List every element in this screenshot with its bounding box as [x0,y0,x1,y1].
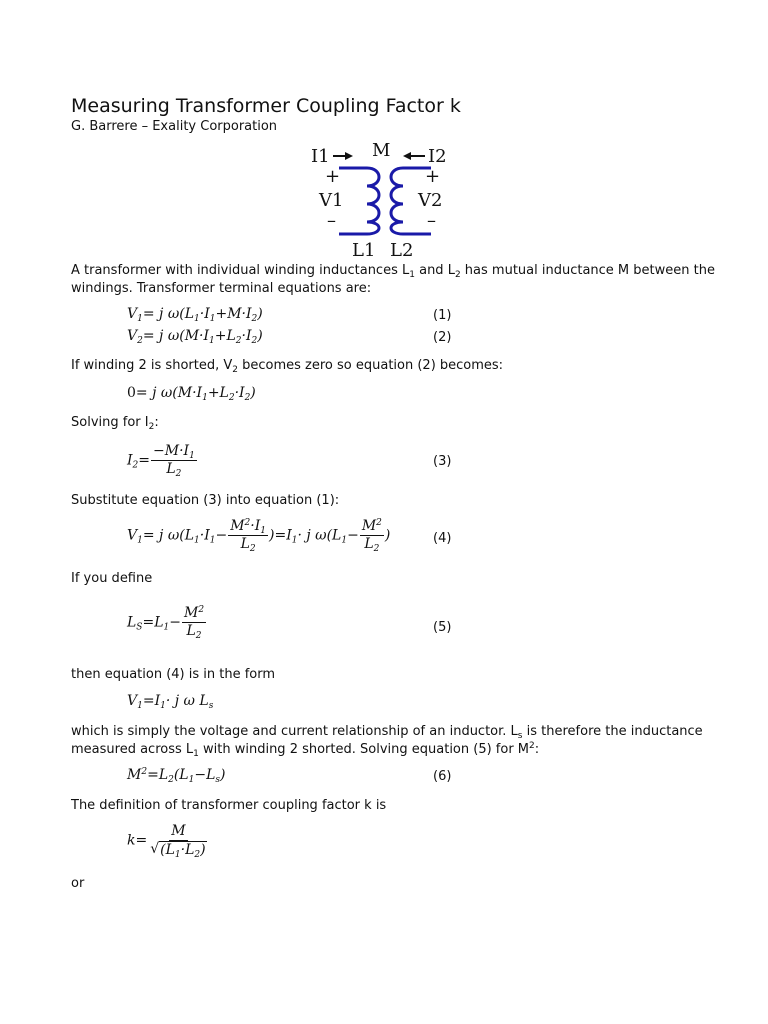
paragraph-shorted [71,357,503,375]
transformer-diagram [305,138,465,260]
equation-coupling-factor: k= M √ $(L_1\cdot L_2)$ [127,823,206,860]
page-title: Measuring Transformer Coupling Factor k [71,95,461,117]
i1-label: I1 [311,146,330,167]
intro-text-b: and L [414,263,455,278]
author-line: G. Barrere – Exality Corporation [71,119,278,134]
plus-right: + [425,166,441,187]
paragraph-solving-i2 [71,414,159,432]
v1-label: V1 [319,190,344,211]
sub-1b: 1 [193,749,199,759]
paragraph-define: If you define [71,571,153,586]
minus-right: – [427,210,436,231]
sub-1: 1 [409,270,415,280]
inductor-text-e: : [534,742,540,757]
shorted-text-b: becomes zero so equation (2) becomes: [237,358,504,373]
inductor-text-d: with winding 2 shorted. Solving equation (5) for M [198,742,530,757]
primary-winding [339,168,379,234]
equation-2: $V_2= j$ $\omega(M\cdot I_1+L_2\cdot I_2)$ [127,328,263,346]
paragraph-intro [71,262,715,280]
equation-shorted: 0= j $\omega(M\cdot I_1+L_2\cdot I_2)$ [127,385,256,403]
paragraph-inductor-line2 [71,741,539,759]
intro-text-c: has mutual inductance M between the [460,263,715,278]
i2-label: I2 [428,146,447,167]
l2-label: L2 [390,240,414,260]
equation-1: $V_1= j$ $\omega(L_1\cdot I_1+M\cdot I_2)$ [127,306,263,324]
sub-2c: 2 [148,422,155,432]
sub-2b: 2 [232,365,238,375]
equation-5: $L_S=L_1-$ $\frac{M^2}{L_2}$ [127,605,205,641]
paragraph-definition: The definition of transformer coupling factor k is [71,798,387,813]
inductor-text-b: is therefore the inductance [522,724,703,739]
equation-number-5: (5) [433,620,452,635]
intro-text-a: A transformer with individual winding inductances L [71,263,410,278]
equation-6: $M^2=L_2(L_1-L_s)$ [127,767,226,785]
equation-inductor: $V_1=I_1\cdot j$ ω $L_s$ [127,693,214,711]
sub-s: s [517,731,523,741]
equation-number-1: (1) [433,308,452,323]
paragraph-inductor-line1 [71,723,703,741]
sub-2: 2 [454,270,461,280]
equation-number-6: (6) [433,769,452,784]
shorted-text-a: If winding 2 is shorted, V [71,358,233,373]
equation-3: $I_2=$ $\frac{-M\cdot I_1}{L_2}$ [127,443,195,479]
equation-number-2: (2) [433,330,452,345]
paragraph-intro-line2: windings. Transformer terminal equations are: [71,281,372,296]
solving-text-b: : [154,415,159,430]
equation-number-3: (3) [433,454,452,469]
paragraph-or: or [71,876,85,891]
i1-arrowhead [345,152,353,160]
mutual-inductance-label: M [372,140,391,161]
l1-label: L1 [352,240,376,260]
minus-left: – [327,210,336,231]
equation-4: $V_1= j$ $\omega(L_1\cdot I_1-$ $\frac{M^2\cdot I_1}{L_2}$ )$=I_1\cdot j$ $\omega(L_1-$ $\frac{M^2}{L_2}$ ) [127,518,391,554]
v2-label: V2 [418,190,443,211]
inductor-text-a: which is simply the voltage and current relationship of an inductor. L [71,724,518,739]
plus-left: + [325,166,341,187]
equation-number-4: (4) [433,531,452,546]
sup-2: 2 [529,741,535,751]
solving-text-a: Solving for I [71,415,149,430]
paragraph-substitute: Substitute equation (3) into equation (1): [71,493,340,508]
inductor-text-c: measured across L [71,742,194,757]
paragraph-then: then equation (4) is in the form [71,667,276,682]
